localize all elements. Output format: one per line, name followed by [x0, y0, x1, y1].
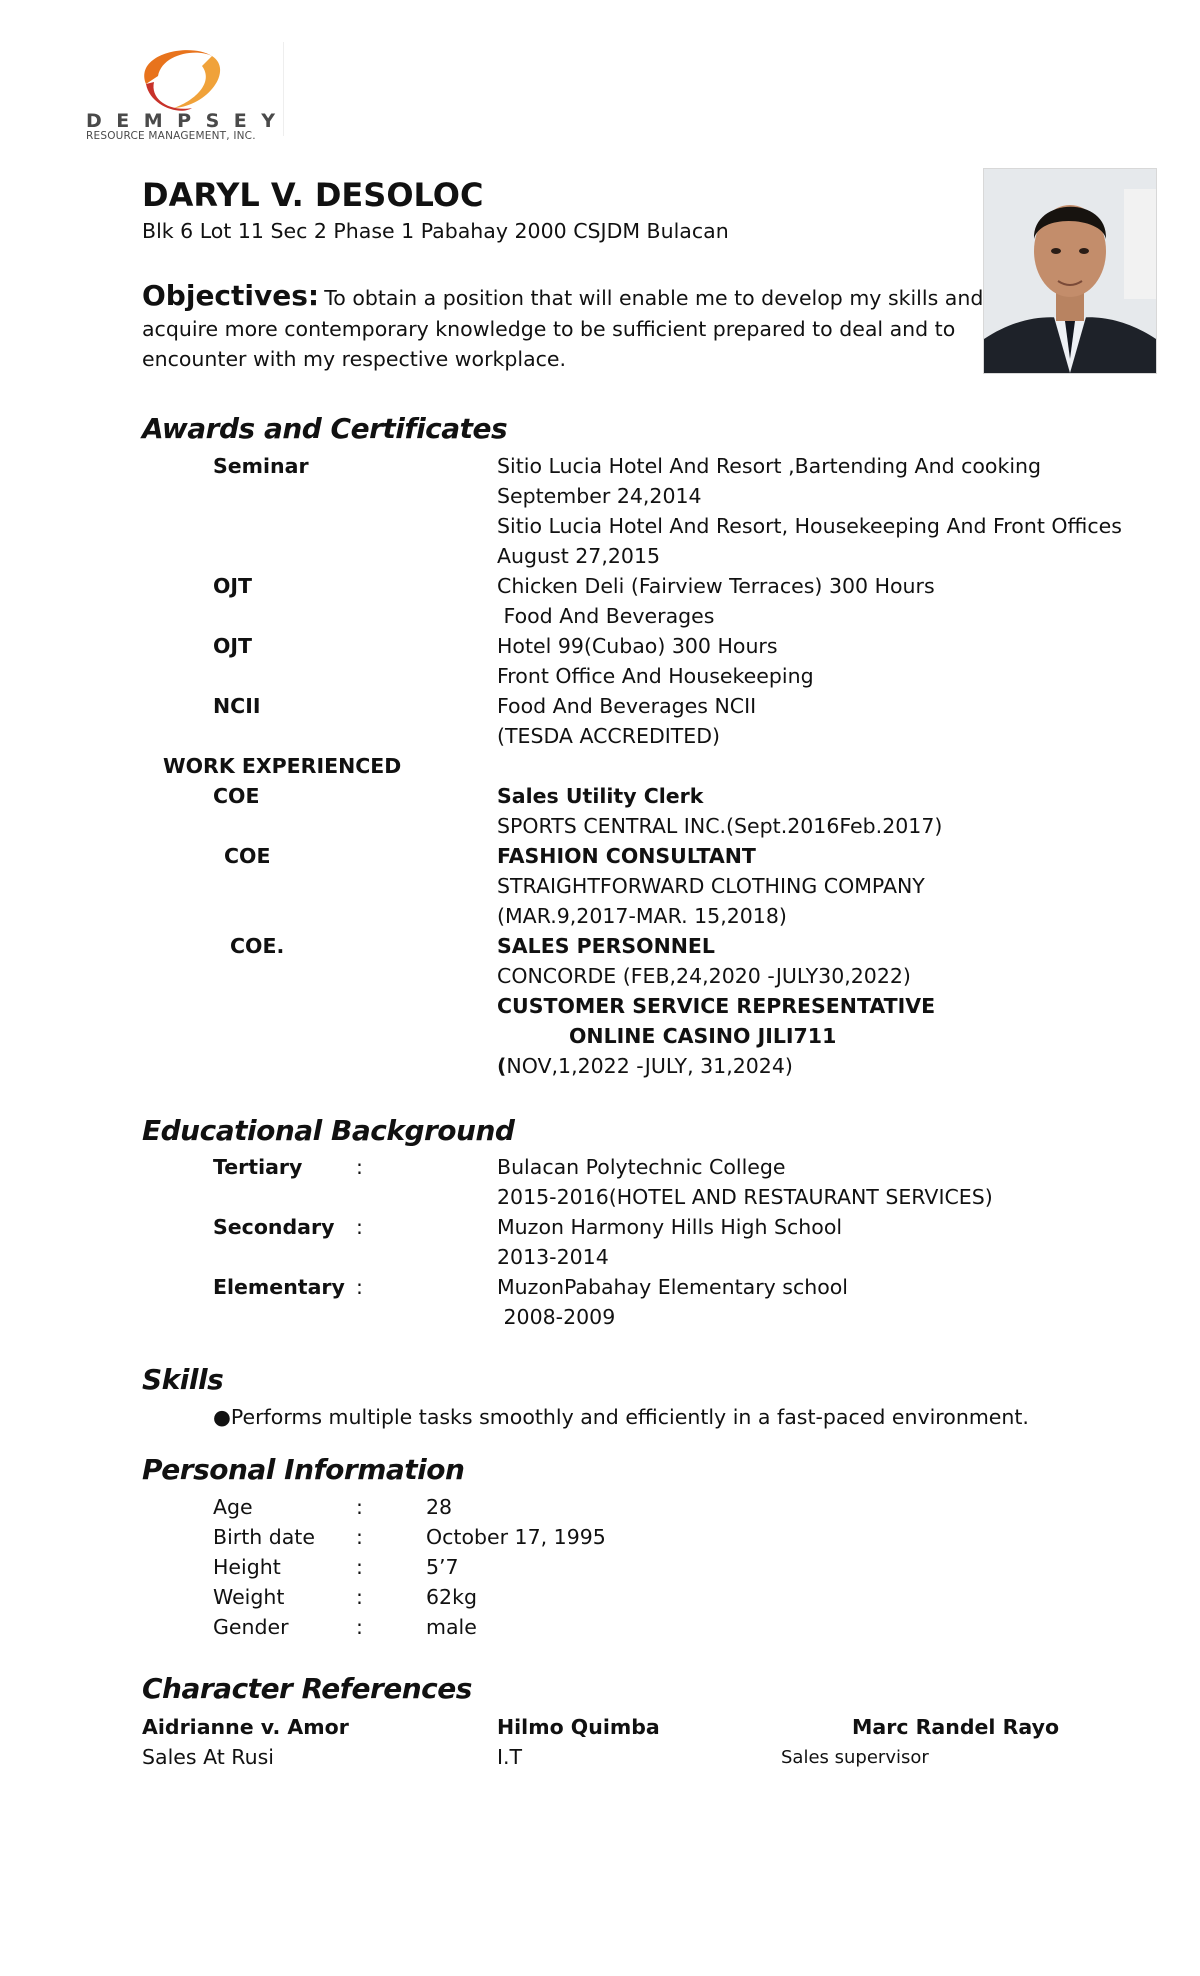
coe1-label: COE	[213, 784, 260, 808]
objectives-label: Objectives:	[142, 279, 320, 312]
coe4-company: ONLINE CASINO JILI711	[569, 1024, 837, 1048]
coe3-label: COE.	[230, 934, 285, 958]
weight-value: 62kg	[426, 1585, 477, 1609]
logo-wordmark: DEMPSEY	[86, 110, 290, 132]
height-value: 5’7	[426, 1555, 459, 1579]
age-label: Age	[213, 1495, 253, 1519]
ojt1-line1: Chicken Deli (Fairview Terraces) 300 Hours	[497, 574, 935, 598]
coe4-dates	[497, 1051, 793, 1081]
ojt1-line2: Food And Beverages	[497, 604, 715, 628]
secondary-label: Secondary	[213, 1215, 335, 1239]
tertiary-colon: :	[356, 1155, 363, 1179]
applicant-name: DARYL V. DESOLOC	[142, 176, 484, 214]
coe1-position: Sales Utility Clerk	[497, 784, 704, 808]
section-title-personal: Personal Information	[142, 1453, 465, 1486]
birth-date-colon: :	[356, 1525, 363, 1549]
section-title-references: Character References	[142, 1672, 472, 1705]
elementary-colon: :	[356, 1275, 363, 1299]
tertiary-label: Tertiary	[213, 1155, 303, 1179]
gender-value: male	[426, 1615, 477, 1639]
objectives-block	[142, 279, 983, 313]
reference-2-role: I.T	[497, 1745, 523, 1769]
portrait-image	[984, 169, 1156, 373]
coe4-position: CUSTOMER SERVICE REPRESENTATIVE	[497, 994, 936, 1018]
coe4-dates-text: NOV,1,2022 -JULY, 31,2024)	[506, 1054, 793, 1078]
age-value: 28	[426, 1495, 453, 1519]
seminar-1: Sitio Lucia Hotel And Resort ,Bartending And cooking	[497, 454, 1042, 478]
reference-1-name: Aidrianne v. Amor	[142, 1715, 349, 1739]
elementary-year: 2008-2009	[497, 1305, 616, 1329]
elementary-label: Elementary	[213, 1275, 345, 1299]
coe2-label: COE	[224, 844, 271, 868]
secondary-colon: :	[356, 1215, 363, 1239]
elementary-school: MuzonPabahay Elementary school	[497, 1275, 848, 1299]
applicant-address: Blk 6 Lot 11 Sec 2 Phase 1 Pabahay 2000 CSJDM Bulacan	[142, 219, 729, 243]
ncii-line2: (TESDA ACCREDITED)	[497, 724, 721, 748]
seminar-2: Sitio Lucia Hotel And Resort, Housekeeping And Front Offices	[497, 514, 1122, 538]
tertiary-detail: 2015-2016(HOTEL AND RESTAURANT SERVICES)	[497, 1185, 993, 1209]
reference-2-name: Hilmo Quimba	[497, 1715, 660, 1739]
weight-label: Weight	[213, 1585, 285, 1609]
secondary-school: Muzon Harmony Hills High School	[497, 1215, 843, 1239]
tertiary-school: Bulacan Polytechnic College	[497, 1155, 786, 1179]
coe3-position: SALES PERSONNEL	[497, 934, 715, 958]
weight-colon: :	[356, 1585, 363, 1609]
ojt2-line2: Front Office And Housekeeping	[497, 664, 814, 688]
company-logo	[84, 36, 290, 146]
reference-3-name: Marc Randel Rayo	[852, 1715, 1060, 1739]
seminar-2-date: August 27,2015	[497, 544, 661, 568]
ojt1-label: OJT	[213, 574, 253, 598]
section-title-awards: Awards and Certificates	[142, 412, 508, 445]
seminar-label: Seminar	[213, 454, 309, 478]
coe3-company: CONCORDE (FEB,24,2020 -JULY30,2022)	[497, 964, 911, 988]
section-title-education: Educational Background	[142, 1114, 515, 1147]
gender-colon: :	[356, 1615, 363, 1639]
objectives-text-line2: acquire more contemporary knowledge to be sufficient prepared to deal and to	[142, 317, 956, 341]
ojt2-line1: Hotel 99(Cubao) 300 Hours	[497, 634, 778, 658]
birth-date-value: October 17, 1995	[426, 1525, 606, 1549]
ojt2-label: OJT	[213, 634, 253, 658]
coe1-company: SPORTS CENTRAL INC.(Sept.2016Feb.2017)	[497, 814, 943, 838]
profile-photo	[983, 168, 1157, 374]
gender-label: Gender	[213, 1615, 289, 1639]
height-colon: :	[356, 1555, 363, 1579]
height-label: Height	[213, 1555, 281, 1579]
coe2-dates: (MAR.9,2017-MAR. 15,2018)	[497, 904, 787, 928]
coe2-position: FASHION CONSULTANT	[497, 844, 756, 868]
objectives-text-line1: To obtain a position that will enable me to develop my skills and	[324, 286, 984, 310]
ncii-line1: Food And Beverages NCII	[497, 694, 757, 718]
reference-1-role: Sales At Rusi	[142, 1745, 274, 1769]
coe2-company: STRAIGHTFORWARD CLOTHING COMPANY	[497, 874, 925, 898]
objectives-text-line3: encounter with my respective workplace.	[142, 347, 567, 371]
work-experience-title: WORK EXPERIENCED	[163, 754, 402, 778]
reference-3-role: Sales supervisor	[781, 1747, 929, 1768]
seminar-1-date: September 24,2014	[497, 484, 702, 508]
age-colon: :	[356, 1495, 363, 1519]
logo-tagline: RESOURCE MANAGEMENT, INC.	[86, 130, 256, 142]
skill-item: ●Performs multiple tasks smoothly and efficiently in a fast-paced environment.	[213, 1405, 1029, 1429]
ncii-label: NCII	[213, 694, 261, 718]
secondary-year: 2013-2014	[497, 1245, 609, 1269]
section-title-skills: Skills	[142, 1363, 224, 1396]
birth-date-label: Birth date	[213, 1525, 315, 1549]
coe4-dates-paren: (	[497, 1054, 507, 1078]
